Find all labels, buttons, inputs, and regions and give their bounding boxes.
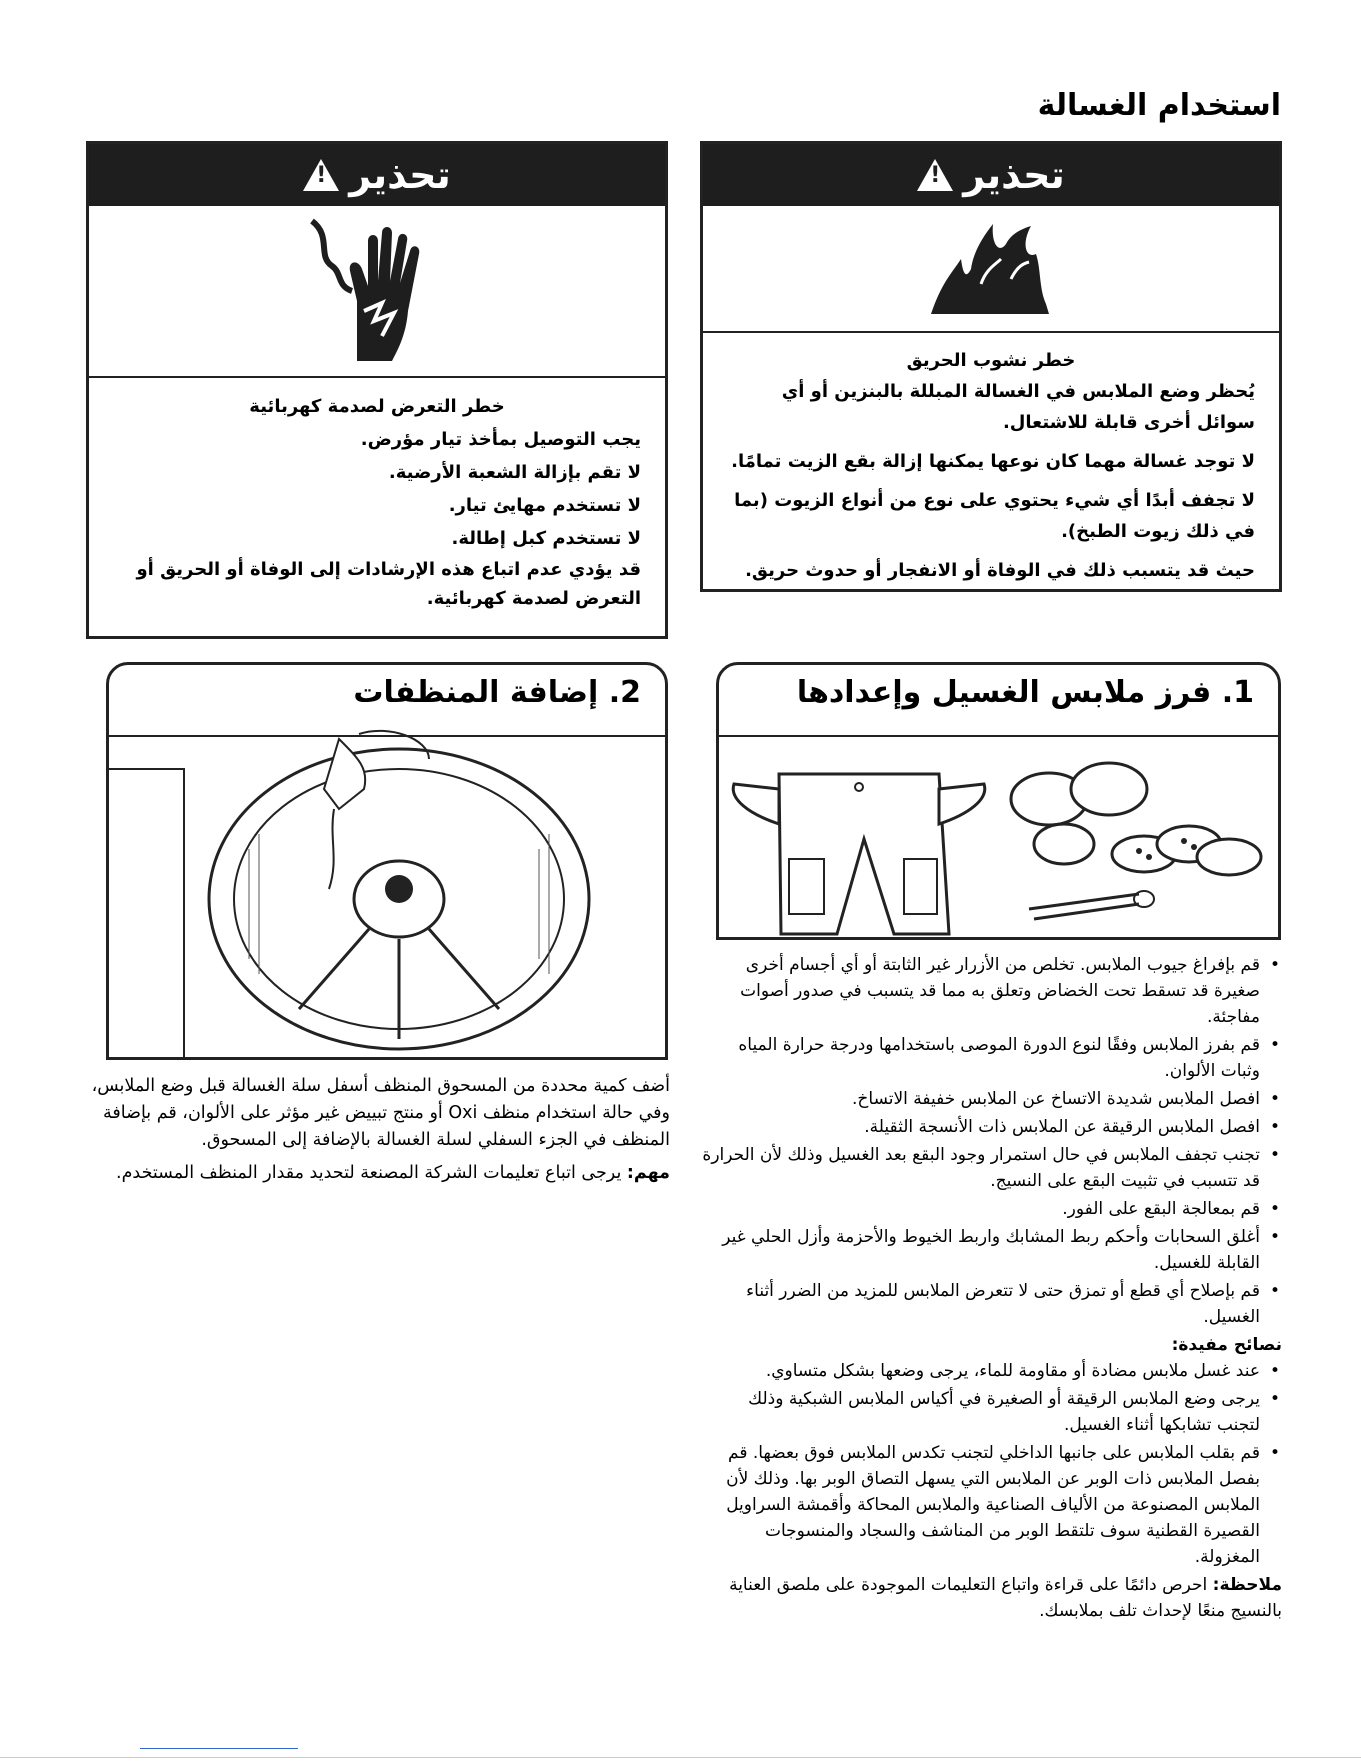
list-item: • افصل الملابس شديدة الاتساخ عن الملابس خفيفة الاتساخ. bbox=[700, 1086, 1260, 1112]
note-label: ملاحظة: bbox=[1212, 1575, 1282, 1595]
warning-line: لا تستخدم كبل إطالة. bbox=[451, 528, 641, 549]
electric-warning-text bbox=[89, 378, 665, 613]
step2-important bbox=[90, 1160, 670, 1187]
warning-header bbox=[703, 144, 1279, 206]
list-item: • قم بمعالجة البقع على الفور. bbox=[700, 1196, 1260, 1222]
fire-icon bbox=[703, 206, 1279, 333]
warning-subject: خطر نشوب الحريق bbox=[906, 350, 1076, 371]
warning-header bbox=[89, 144, 665, 206]
tips-list bbox=[700, 1358, 1282, 1570]
step1-title: 1. فرز ملابس الغسيل وإعدادها bbox=[719, 665, 1278, 737]
list-item: • يرجى وضع الملابس الرقيقة أو الصغيرة في أكياس الملابس الشبكية وذلك لتجنب تشابكها أثناء الغسيل. bbox=[700, 1386, 1260, 1438]
step1-box bbox=[716, 662, 1281, 940]
warning-line: حيث قد يتسبب ذلك في الوفاة أو الانفجار أو حدوث حريق. bbox=[745, 560, 1255, 581]
warning-line: لا تجفف أبدًا أي شيء يحتوي على نوع من أنواع الزيوت (بما في ذلك زيوت الطبخ). bbox=[734, 490, 1255, 542]
step1-bullet-list bbox=[700, 952, 1282, 1330]
warning-line: لا تقم بإزالة الشعبة الأرضية. bbox=[388, 462, 641, 483]
bottom-rule bbox=[0, 1757, 1361, 1758]
step2-paragraph: أضف كمية محددة من المسحوق المنظف أسفل سلة الغسالة قبل وضع الملابس، وفي حالة استخدام منظف Oxi أو منتج تبييض غير مؤثر على الألوان، قم بإضافة المنظف في الجزء السفلي لسلة الغسالة بالإضافة إلى المسحوق. bbox=[91, 1076, 670, 1150]
warning-line: يُحظر وضع الملابس في الغسالة المبللة بالبنزين أو أي سوائل أخرى قابلة للاشتعال. bbox=[781, 381, 1255, 433]
step2-box bbox=[106, 662, 668, 1060]
warning-line: لا تستخدم مهايئ تيار. bbox=[448, 495, 641, 516]
detergent-into-washer-basket-icon bbox=[109, 729, 665, 1057]
list-item: • عند غسل ملابس مضادة أو مقاومة للماء، يرجى وضعها بشكل متساوي. bbox=[700, 1358, 1260, 1384]
note-text: احرص دائمًا على قراءة واتباع التعليمات الموجودة على ملصق العناية بالنسيج منعًا لإحداث تلف بملابسك. bbox=[729, 1575, 1282, 1621]
list-item: • افصل الملابس الرقيقة عن الملابس ذات الأنسجة الثقيلة. bbox=[700, 1114, 1260, 1140]
important-label: مهم: bbox=[626, 1163, 670, 1183]
footer-line bbox=[140, 1748, 298, 1749]
list-item: • أغلق السحابات وأحكم ربط المشابك واربط الخيوط والأحزمة وأزل الحلي غير القابلة للغسيل. bbox=[700, 1224, 1260, 1276]
important-text: يرجى اتباع تعليمات الشركة المصنعة لتحديد مقدار المنظف المستخدم. bbox=[116, 1163, 627, 1183]
step1-text bbox=[700, 952, 1282, 1624]
warning-heading: تحذير bbox=[963, 153, 1065, 197]
list-item: • قم بقلب الملابس على جانبها الداخلي لتجنب تكدس الملابس فوق بعضها. قم بفصل الملابس ذات الوبر عن الملابس التي يسهل التصاق الوبر بها. وذلك لأن الملابس المصنوعة من الألياف الصناعية والملابس المحاكة وأقمشة السراويل القصيرة القطنية سوف تلتقط الوبر من المناشف والسجاد والمنسوجات المغزولة. bbox=[700, 1440, 1260, 1570]
warning-line: لا توجد غسالة مهما كان نوعها يمكنها إزالة بقع الزيت تمامًا. bbox=[731, 451, 1255, 472]
list-item: • تجنب تجفف الملابس في حال استمرار وجود البقع بعد الغسيل وذلك لأن الحرارة قد تتسبب في تثبيت البقع على النسيج. bbox=[700, 1142, 1260, 1194]
list-item: • قم بإصلاح أي قطع أو تمزق حتى لا تتعرض الملابس للمزيد من الضرر أثناء الغسيل. bbox=[700, 1278, 1260, 1330]
warning-triangle-icon bbox=[303, 159, 339, 191]
step2-text bbox=[90, 1073, 670, 1187]
pants-coins-buttons-pins-icon bbox=[719, 729, 1278, 937]
list-item: • قم بإفراغ جيوب الملابس. تخلص من الأزرار غير الثابتة أو أي أجسام أخرى صغيرة قد تسقط تحت الخضاض وتعلق به مما قد يتسبب في صدور أصوات مفاجئة. bbox=[700, 952, 1260, 1030]
electric-warning-box bbox=[86, 141, 668, 639]
fire-warning-text bbox=[703, 333, 1279, 586]
electric-shock-hand-icon bbox=[89, 206, 665, 378]
warning-subject: خطر التعرض لصدمة كهربائية bbox=[249, 396, 505, 417]
tips-heading: نصائح مفيدة: bbox=[1171, 1335, 1282, 1355]
warning-line: يجب التوصيل بمأخذ تيار مؤرض. bbox=[360, 429, 641, 450]
fire-warning-box bbox=[700, 141, 1282, 592]
warning-line: قد يؤدي عدم اتباع هذه الإرشادات إلى الوفاة أو الحريق أو التعرض لصدمة كهربائية. bbox=[136, 559, 641, 609]
warning-triangle-icon bbox=[917, 159, 953, 191]
note bbox=[700, 1572, 1282, 1624]
list-item: • قم بفرز الملابس وفقًا لنوع الدورة الموصى باستخدامها ودرجة حرارة المياه وثبات الألوان. bbox=[700, 1032, 1260, 1084]
page-title: استخدام الغسالة bbox=[1037, 88, 1281, 123]
step2-title: 2. إضافة المنظفات bbox=[109, 665, 665, 737]
warning-heading: تحذير bbox=[349, 153, 451, 197]
